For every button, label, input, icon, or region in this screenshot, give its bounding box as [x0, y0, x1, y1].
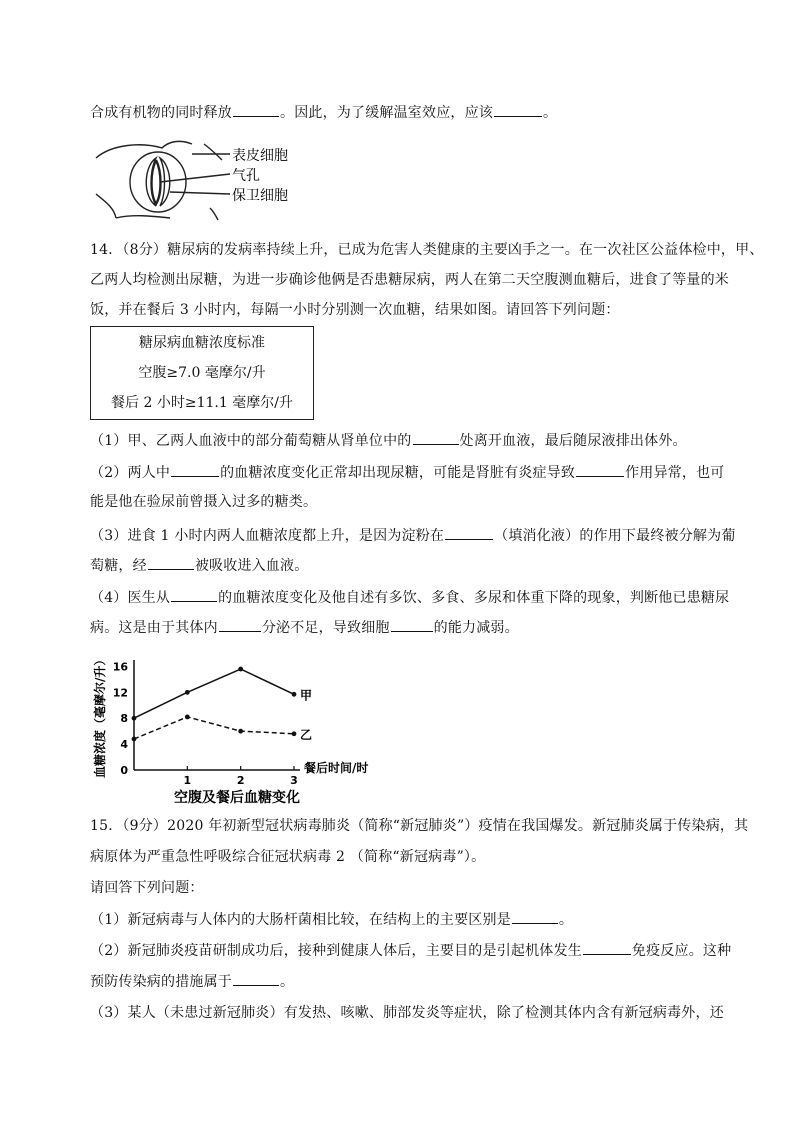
q14-p4-text-c: 病。这是由于其体内 [90, 620, 218, 636]
pointer-line-guard [170, 192, 230, 194]
guard-cell-outer [130, 152, 186, 212]
blood-sugar-chart [86, 650, 369, 810]
data-point [292, 731, 297, 736]
q14-p3-text-end: （填消化液）的作用下最终被分解为葡 [494, 528, 736, 544]
axes [134, 660, 300, 770]
q14-p2-text-mid: 的血糖浓度变化正常却出现尿糖，可能是肾脏有炎症导致 [220, 465, 576, 481]
q15-p2-text: （2）新冠肺炎疫苗研制成功后，接种到健康人体后，主要目的是引起机体发生 [90, 943, 582, 959]
q14-p1-text-end: 处离开血液，最后随尿液排出体外。 [459, 433, 687, 449]
q14-p3-text: （3）进食 1 小时内两人血糖浓度都上升，是因为淀粉在 [90, 528, 445, 544]
label-stoma: 气孔 [232, 168, 260, 184]
epidermis-cell-outline [116, 216, 170, 218]
q15-p1-text: （1）新冠病毒与人体内的大肠杆菌相比较，在结构上的主要区别是 [90, 912, 511, 928]
q13-text-b: 。因此，为了缓解温室效应，应该 [280, 105, 493, 121]
q14-part-4 [90, 587, 729, 608]
epidermis-cell-outline [210, 208, 218, 220]
standard-after-meal: 餐后 2 小时≥11.1 毫摩尔/升 [111, 395, 293, 411]
answer-blank[interactable] [219, 617, 261, 632]
diabetes-standard-box [90, 326, 314, 420]
q15-p1-text-end: 。 [558, 912, 574, 928]
q15-part-1 [90, 909, 573, 930]
y-tick-label: 8 [120, 712, 128, 726]
q15-line-1: 15．（9分）2020 年初新型冠状病毒肺炎（简称“新冠肺炎”）疫情在我国爆发。新冠肺炎属于传染病，其 [90, 818, 749, 834]
q14-line-2: 乙两人均检测出尿糖，为进一步确诊他俩是否患糖尿病，两人在第二天空腹测血糖后，进食了等量的米 [90, 272, 729, 288]
label-epidermis: 表皮细胞 [232, 148, 288, 164]
answer-blank[interactable] [148, 555, 194, 570]
q14-p3-text-d: 被吸收进入血液。 [194, 558, 309, 574]
x-tick-label: 2 [236, 774, 245, 787]
x-tick-label: 1 [183, 774, 192, 787]
answer-blank[interactable] [233, 102, 279, 117]
answer-blank[interactable] [413, 430, 459, 445]
q15-p2-text-c: 预防传染病的措施属于 [90, 974, 232, 990]
q15-part-2-cont [90, 971, 294, 992]
y-tick-label: 12 [112, 686, 128, 700]
q14-p3-text-c: 萄糖，经 [90, 558, 147, 574]
data-point [132, 737, 137, 742]
answer-blank[interactable] [171, 587, 217, 602]
standard-fasting: 空腹≥7.0 毫摩尔/升 [138, 365, 266, 381]
chart-title: 空腹及餐后血糖变化 [174, 790, 300, 806]
data-point [238, 667, 243, 672]
answer-blank[interactable] [576, 462, 624, 477]
answer-blank[interactable] [494, 102, 542, 117]
q14-p1-text: （1）甲、乙两人血液中的部分葡萄糖从肾单位中的 [90, 433, 412, 449]
stomata-figure [92, 136, 302, 220]
q14-p4-text: （4）医生从 [90, 590, 171, 606]
y-ticks [113, 660, 129, 777]
y-tick-label: 16 [112, 660, 128, 674]
q13-text-a: 合成有机物的同时释放 [90, 105, 232, 121]
answer-blank[interactable] [171, 462, 219, 477]
q14-part-2 [90, 462, 725, 483]
data-point [185, 715, 190, 720]
label-guard-cell: 保卫细胞 [232, 188, 288, 204]
q14-line-3: 饭，并在餐后 3 小时内，每隔一小时分别测一次血糖，结果如图。请回答下列问题： [90, 302, 620, 318]
q15-part-3: （3）某人（未患过新冠肺炎）有发热、咳嗽、肺部发炎等症状，除了检测其体内含有新冠病毒外，还 [90, 1005, 724, 1021]
answer-blank[interactable] [391, 617, 433, 632]
y-tick-label: 4 [120, 738, 128, 752]
q14-p2-text-end: 作用异常，也可 [625, 465, 725, 481]
data-point [185, 690, 190, 695]
pointer-line-stoma [160, 174, 230, 182]
answer-blank[interactable] [512, 909, 558, 924]
q14-part-1 [90, 430, 687, 451]
q15-line-2: 病原体为严重急性呼吸综合征冠状病毒 2 （简称“新冠病毒”）。 [90, 849, 486, 865]
standard-title: 糖尿病血糖浓度标准 [139, 335, 265, 351]
q14-part-3-cont [90, 555, 308, 576]
series [132, 667, 312, 742]
series-label: 甲 [300, 688, 313, 703]
y-tick-label: 0 [120, 764, 128, 777]
answer-blank[interactable] [233, 971, 279, 986]
stoma-pore [152, 160, 161, 204]
q14-part-2-cont: 能是他在验尿前曾摄入过多的糖类。 [90, 494, 318, 510]
answer-blank[interactable] [445, 525, 493, 540]
x-axis-label: 餐后时间/时 [304, 761, 369, 775]
data-point [292, 692, 297, 697]
q13-text-c: 。 [543, 105, 558, 121]
q15-p2-text-d: 。 [280, 974, 295, 990]
data-point [238, 729, 243, 734]
epidermis-cell-outline [96, 194, 116, 218]
series-line-0 [134, 669, 294, 718]
q14-part-4-cont [90, 617, 519, 638]
q14-part-3 [90, 525, 736, 546]
q13-line-end [90, 102, 557, 123]
series-line-1 [134, 717, 294, 739]
q14-p4-text-d: 分泌不足，导致细胞 [261, 620, 390, 636]
q14-line-1: 14．（8分）糖尿病的发病率持续上升，已成为危害人类健康的主要凶手之一。在一次社区公益体检中，甲、 [90, 242, 764, 258]
x-ticks [184, 766, 298, 787]
q14-p4-text-e: 的能力减弱。 [433, 620, 519, 636]
y-axis-label: 血糖浓度（毫摩尔/升） [93, 653, 107, 778]
epidermis-cell-outline [204, 144, 222, 160]
answer-blank[interactable] [583, 940, 631, 955]
data-point [132, 716, 137, 721]
q14-p2-text: （2）两人中 [90, 465, 171, 481]
q15-line-3: 请回答下列问题： [90, 880, 204, 896]
series-label: 乙 [300, 727, 313, 742]
q14-p4-text-mid: 的血糖浓度变化及他自述有多饮、多食、多尿和体重下降的现象，判断他已患糖尿 [218, 590, 730, 606]
q15-p2-text-mid: 免疫反应。这种 [631, 943, 732, 959]
x-tick-label: 3 [290, 774, 298, 787]
q15-part-2 [90, 940, 731, 961]
